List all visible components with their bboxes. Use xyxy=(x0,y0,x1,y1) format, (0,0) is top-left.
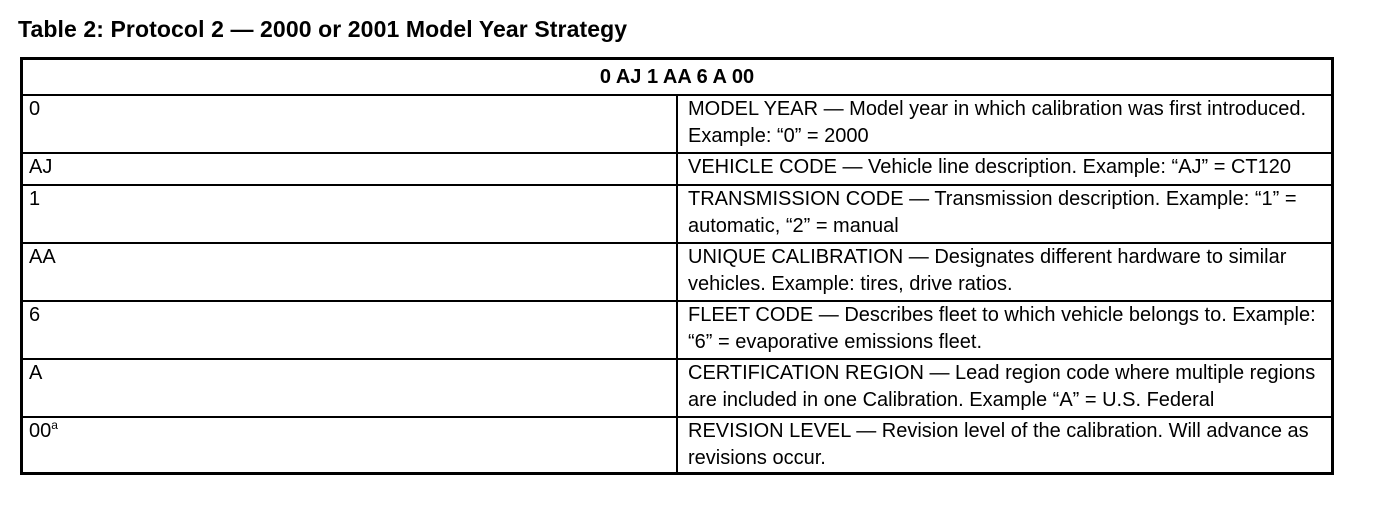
code-cell xyxy=(22,359,678,417)
table-row xyxy=(22,417,1333,474)
code-value: 1 xyxy=(29,188,41,210)
table-row xyxy=(22,359,1333,417)
code-cell xyxy=(22,185,678,243)
description-cell: FLEET CODE — Describes fleet to which vehicle belongs to. Example: “6” = evaporative emissions fleet. xyxy=(677,301,1333,359)
code-value: AA xyxy=(29,246,56,268)
description-cell: MODEL YEAR — Model year in which calibration was first introduced. Example: “0” = 2000 xyxy=(677,95,1333,153)
description-cell: TRANSMISSION CODE — Transmission description. Example: “1” = automatic, “2” = manual xyxy=(677,185,1333,243)
code-cell xyxy=(22,301,678,359)
description-cell: VEHICLE CODE — Vehicle line description. Example: “AJ” = CT120 xyxy=(677,153,1333,185)
description-cell: CERTIFICATION REGION — Lead region code where multiple regions are included in one Calibration. Example “A” = U.S. Federal xyxy=(677,359,1333,417)
code-cell xyxy=(22,243,678,301)
code-value: AJ xyxy=(29,156,53,178)
description-cell: UNIQUE CALIBRATION — Designates different hardware to similar vehicles. Example: tires, drive ratios. xyxy=(677,243,1333,301)
code-value: 0 xyxy=(29,98,41,120)
table-title: Table 2: Protocol 2 — 2000 or 2001 Model Year Strategy xyxy=(18,16,628,42)
code-value: 6 xyxy=(29,304,41,326)
code-cell xyxy=(22,417,678,474)
table-row xyxy=(22,153,1333,185)
table-header-row xyxy=(22,59,1333,96)
code-cell xyxy=(22,153,678,185)
footnote-marker: a xyxy=(51,418,58,432)
table-row xyxy=(22,185,1333,243)
description-cell: REVISION LEVEL — Revision level of the calibration. Will advance as revisions occur. xyxy=(677,417,1333,474)
table-row xyxy=(22,301,1333,359)
table-row xyxy=(22,95,1333,153)
calibration-code-table xyxy=(20,57,1334,475)
code-value: A xyxy=(29,362,43,384)
table-header-code: 0 AJ 1 AA 6 A 00 xyxy=(22,59,1333,96)
table-row xyxy=(22,243,1333,301)
code-value: 00 xyxy=(29,420,52,442)
code-cell xyxy=(22,95,678,153)
